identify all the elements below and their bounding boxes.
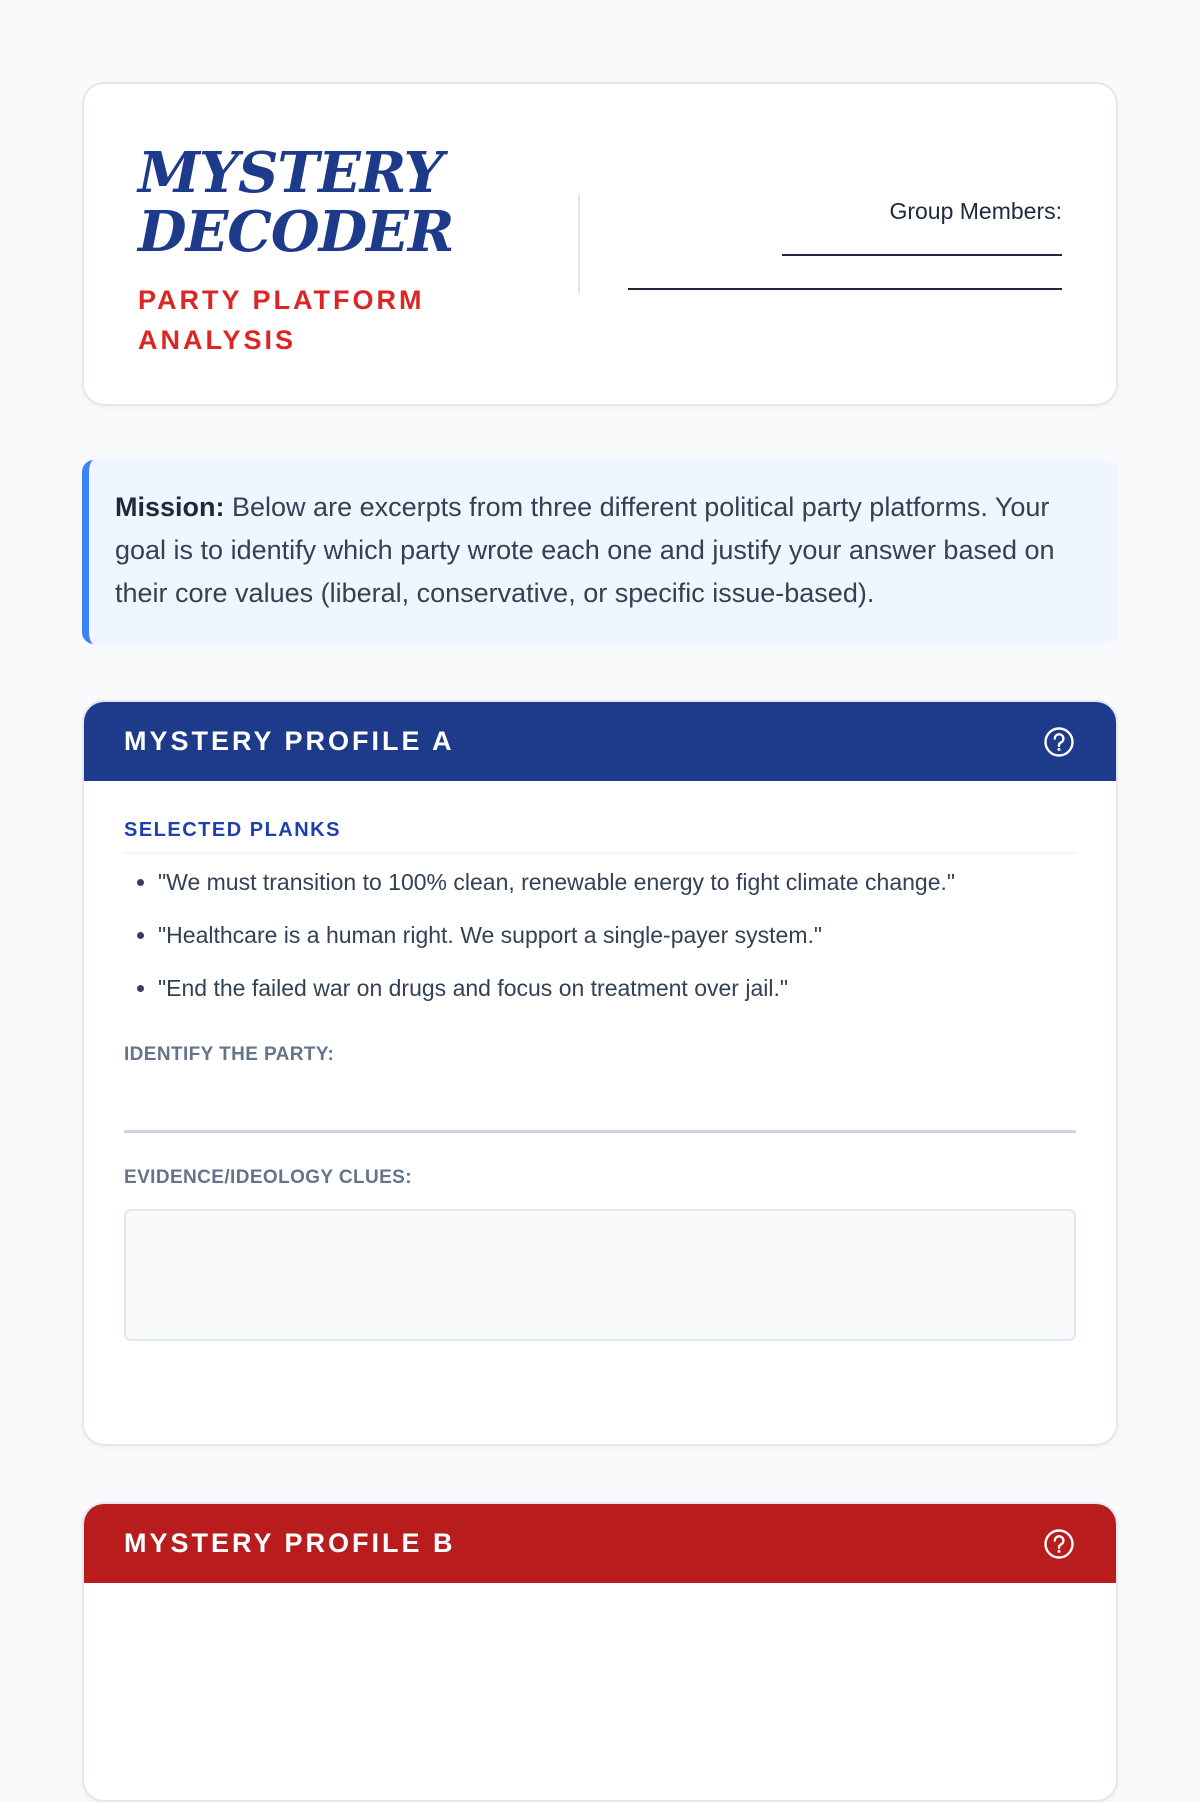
title-line-1: MYSTERY [138, 140, 443, 206]
worksheet-title [138, 140, 518, 265]
evidence-clues-box[interactable] [124, 1209, 1076, 1341]
plank-item: • "Healthcare is a human right. We support a single-payer system." [158, 921, 1076, 949]
group-members-label: Group Members: [889, 198, 1062, 224]
help-circle-icon[interactable] [1042, 725, 1076, 759]
profile-b-header [84, 1504, 1116, 1583]
header-divider [578, 194, 580, 294]
mission-text: Below are excerpts from three different political party platforms. Your goal is to identify which party wrote each one and justify your answer based on their core values (liberal, conservative, or specific issue-based). [115, 492, 1055, 608]
mission-box [82, 460, 1118, 644]
mystery-profile-a [82, 700, 1118, 1446]
planks-list [124, 868, 1076, 1002]
identify-party-label: IDENTIFY THE PARTY: [124, 1044, 335, 1065]
profile-a-header [84, 702, 1116, 781]
worksheet-page [82, 82, 1118, 1802]
group-members-line-2[interactable] [628, 256, 1062, 290]
evidence-clues-label: EVIDENCE/IDEOLOGY CLUES: [124, 1167, 412, 1188]
worksheet-subtitle: PARTY PLATFORM ANALYSIS [138, 285, 425, 355]
help-circle-icon[interactable] [1042, 1527, 1076, 1561]
profile-b-title: MYSTERY PROFILE B [124, 1528, 456, 1558]
title-line-2: DECODER [138, 199, 454, 265]
title-block [138, 140, 518, 360]
group-members-line-1[interactable] [782, 226, 1062, 256]
plank-item: • "We must transition to 100% clean, renewable energy to fight climate change." [158, 868, 1076, 896]
selected-planks-label: SELECTED PLANKS [124, 819, 1076, 854]
header-card [82, 82, 1118, 406]
identify-party-answer-line[interactable] [124, 1130, 1076, 1133]
group-members [628, 196, 1062, 290]
profile-a-body [84, 781, 1116, 1341]
plank-item: • "End the failed war on drugs and focus on treatment over jail." [158, 974, 1076, 1002]
mission-label: Mission: [115, 492, 225, 522]
profile-a-title: MYSTERY PROFILE A [124, 726, 455, 756]
mystery-profile-b [82, 1502, 1118, 1802]
